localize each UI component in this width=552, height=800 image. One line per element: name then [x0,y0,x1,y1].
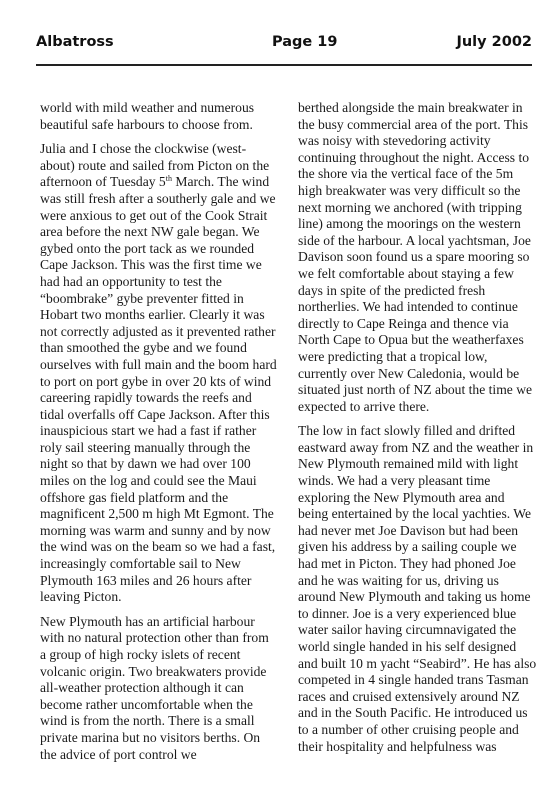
paragraph-text: Julia and I chose the clockwise (west-about) route and sailed from Picton on the afternoon of Tuesday 5 [40,141,270,190]
page-number: Page 19 [272,34,338,50]
paragraph: world with mild weather and numerous beautiful safe harbours to choose from. [40,100,255,132]
issue-date: July 2002 [456,34,532,50]
page-header [36,34,532,60]
paragraph-text: March. The wind was still fresh after a southerly gale and we were anxious to get out of the Cook Strait area before the next NW gale began. We gybed onto the port tack as we rounded Cape Jackson. This was the first time we had had an opportunity to test the “boombrake” gybe preventer fitted in Hobart two months earlier. Clearly it was not correctly adjusted as it prevented rather than smoothed the gybe and we found ourselves with full main and the boom hard to port on port gybe in over 20 kts of wind careering rapidly towards the reefs and tidal overfalls off Cape Jackson. After this inauspicious start we had a fast if rather roly sail steering manually through the night so that by dawn we had over 100 miles on the log and could see the Maui offshore gas field platform and the magnificent 2,500 m high Mt Egmont. The morning was warm and sunny and by now the wind was on the beam so we had a fast, increasingly comfortable sail to New Plymouth 163 miles and 26 hours after leaving Picton. [40,174,277,605]
left-column [40,100,278,771]
ordinal-suffix: th [165,174,172,184]
header-rule [36,64,532,66]
paragraph: New Plymouth has an artificial harbour with no natural protection other than from a group of high rocky islets of recent volcanic origin. Two breakwaters provide all-weather protection although it can become rather uncomfortable when the wind is from the north. There is a small private marina but no visitors berths. On the advice of port control we [40,613,269,762]
paragraph [40,141,278,606]
right-column [298,100,538,763]
publication-title: Albatross [36,34,114,50]
paragraph: berthed alongside the main breakwater in the busy commercial area of the port. This was noisy with stevedoring activity continuing throughout the night. Access to the shore via the vertical face of the 5m high breakwater was very difficult so the next morning we anchored (with tripping line) among the moorings on the western side of the harbour. A local yachtsman, Joe Davison soon found us a spare mooring so we felt comfortable about staying a few days in spite of the predicted fresh northerlies. We had intended to continue directly to Cape Reinga and thence via North Cape to Opua but the weatherfaxes were predicting that a tropical low, currently over New Caledonia, would be situated just north of NZ about the time we expected to arrive there. [298,100,533,414]
paragraph: The low in fact slowly filled and drifted eastward away from NZ and the weather in New Plymouth remained mild with light winds. We had a very pleasant time exploring the New Plymouth area and being entertained by the local yachties. We had never met Joe Davison but had been given his address by a sailing couple we had met in Picton. They had phoned Joe and he was waiting for us, driving us around New Plymouth and taking us home to dinner. Joe is a very experienced blue water sailor having circumnavigated the world single handed in his self designed and built 10 m yacht “Seabird”. He has also competed in 4 single handed trans Tasman races and cruised extensively around NZ and in the South Pacific. He introduced us to a number of other cruising people and their hospitality and helpfulness was [298,423,537,754]
